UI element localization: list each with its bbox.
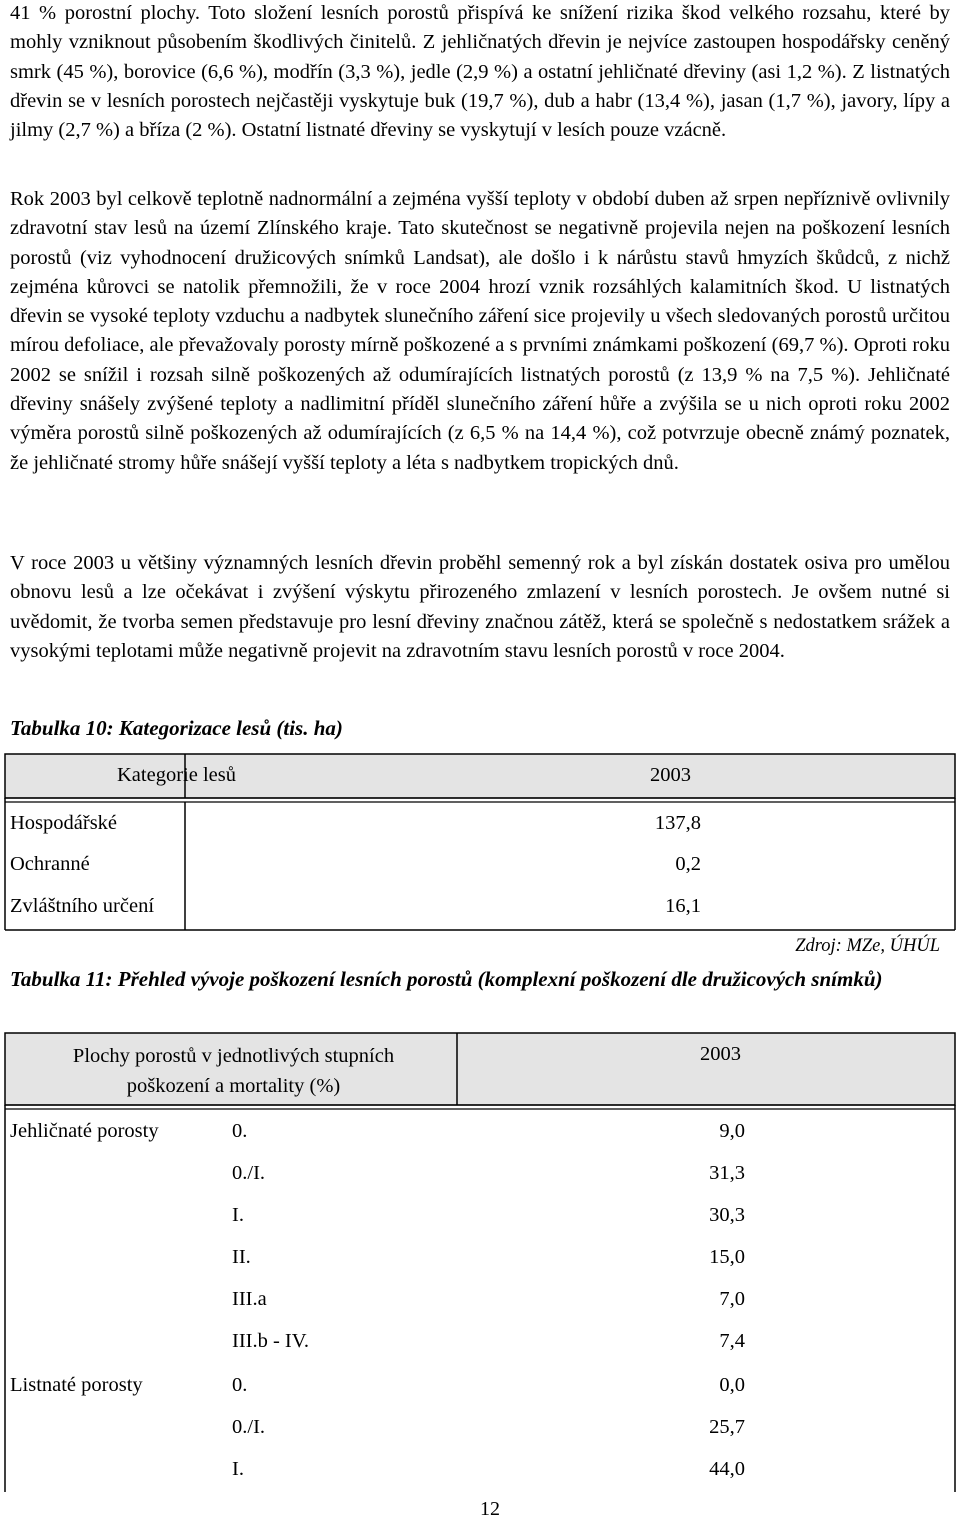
table-11 — [5, 1032, 955, 1492]
table-10-source: Zdroj: MZe, ÚHÚL — [795, 936, 940, 956]
table-row-value: 15,0 — [709, 1246, 745, 1268]
table-row-degree: I. — [232, 1204, 244, 1226]
table-row-degree: II. — [232, 1246, 251, 1268]
table-10-header-category: Kategorie lesů — [117, 764, 236, 786]
table-10-caption: Tabulka 10: Kategorizace lesů (tis. ha) — [10, 716, 343, 740]
table-row-value: 16,1 — [665, 895, 701, 917]
table-row-degree: 0./I. — [232, 1416, 266, 1438]
table-row-degree: III.b - IV. — [232, 1330, 310, 1352]
table-11-header-line: Plochy porostů v jednotlivých stupních — [72, 1045, 395, 1067]
table-row-value: 7,0 — [719, 1288, 745, 1310]
table-11-header-label — [5, 1041, 462, 1101]
table-row-degree: I. — [232, 1458, 244, 1480]
table-group-label: Jehličnaté porosty — [10, 1120, 159, 1142]
table-row-label: Zvláštního určení — [10, 895, 155, 917]
table-10-header-year: 2003 — [650, 764, 691, 786]
table-11-header-year: 2003 — [700, 1043, 741, 1065]
table-row-value: 25,7 — [709, 1416, 745, 1438]
paragraph: Rok 2003 byl celkově teplotně nadnormální a zejména vyšší teploty v období duben až srpen nepříznivě ovlivnily zdravotní stav lesů na území Zlínského kraje. Tato skutečnost se negativně projevila nejen na poškození lesních porostů (viz vyhodnocení družicových snímků Landsat), ale došlo i k nárůstu stavů hmyzích škůdců, z nichž zejména kůrovci se natolik přemnožili, že v roce 2004 hrozí vznik rozsáhlých kalamitních škod. U listnatých dřevin se vysoké teploty vzduchu a nadbytek slunečního záření sice projevily u všech sledovaných porostů určitou mírou defoliace, ale převažovaly porosty mírně poškozené a s prvními známkami poškození (69,7 %). Oproti roku 2002 se snížil i rozsah silně poškozených až odumírajících listnatých porostů (z 13,9 % na 7,5 %). Jehličnaté dřeviny snášely zvýšené teploty a nadlimitní příděl slunečního záření hůře a zvýšila se u nich oproti roku 2002 výměra porostů silně poškozených až odumírajících (z 6,5 % na 14,4 %), což potvrzuje obecně známý poznatek, že jehličnaté stromy hůře snášejí vyšší teploty a léta s nadbytkem tropických dnů. — [10, 188, 950, 474]
table-11-header-line: poškození a mortality (%) — [126, 1075, 341, 1097]
table-row-degree: III.a — [232, 1288, 267, 1310]
table-row-label: Hospodářské — [10, 812, 118, 834]
paragraph: V roce 2003 u většiny významných lesních dřevin proběhl semenný rok a byl získán dostatek osiva pro umělou obnovu lesů a lze očekávat i zvýšení výskytu přirozeného zmlazení v lesních porostech. Je ovšem nutné si uvědomit, že tvorba semen představuje pro lesní dřeviny značnou zátěž, která se společně s nedostatkem srážek a vysokými teplotami může negativně projevit na zdravotním stavu lesních porostů v roce 2004. — [10, 552, 950, 662]
table-row-value: 44,0 — [709, 1458, 745, 1480]
table-row-value: 9,0 — [719, 1120, 745, 1142]
table-11-caption: Tabulka 11: Přehled vývoje poškození lesních porostů (komplexní poškození dle družicových snímků) — [10, 967, 883, 991]
table-row-value: 0,2 — [675, 853, 701, 875]
table-row-value: 0,0 — [719, 1374, 745, 1396]
table-row-degree: 0. — [232, 1120, 248, 1142]
table-row-value: 7,4 — [719, 1330, 745, 1352]
table-row-value: 31,3 — [709, 1162, 745, 1184]
page-number: 12 — [480, 1498, 500, 1520]
table-row-degree: 0./I. — [232, 1162, 266, 1184]
table-row-label: Ochranné — [10, 853, 90, 875]
table-row-value: 137,8 — [654, 812, 701, 834]
table-group-label: Listnaté porosty — [10, 1374, 143, 1396]
table-row-value: 30,3 — [709, 1204, 745, 1226]
table-row-degree: 0. — [232, 1374, 248, 1396]
paragraph: 41 % porostní plochy. Toto složení lesních porostů přispívá ke snížení rizika škod velkého rozsahu, které by mohly vzniknout působením škodlivých činitelů. Z jehličnatých dřevin je nejvíce zastoupen hospodářsky ceněný smrk (45 %), borovice (6,6 %), modřín (3,3 %), jedle (2,9 %) a ostatní jehličnaté dřeviny (asi 1,2 %). Z listnatých dřevin se v lesních porostech nejčastěji vyskytuje buk (19,7 %), dub a habr (13,4 %), jasan (1,7 %), javory, lípy a jilmy (2,7 %) a bříza (2 %). Ostatní listnaté dřeviny se vyskytují v lesích pouze vzácně. — [10, 2, 950, 142]
